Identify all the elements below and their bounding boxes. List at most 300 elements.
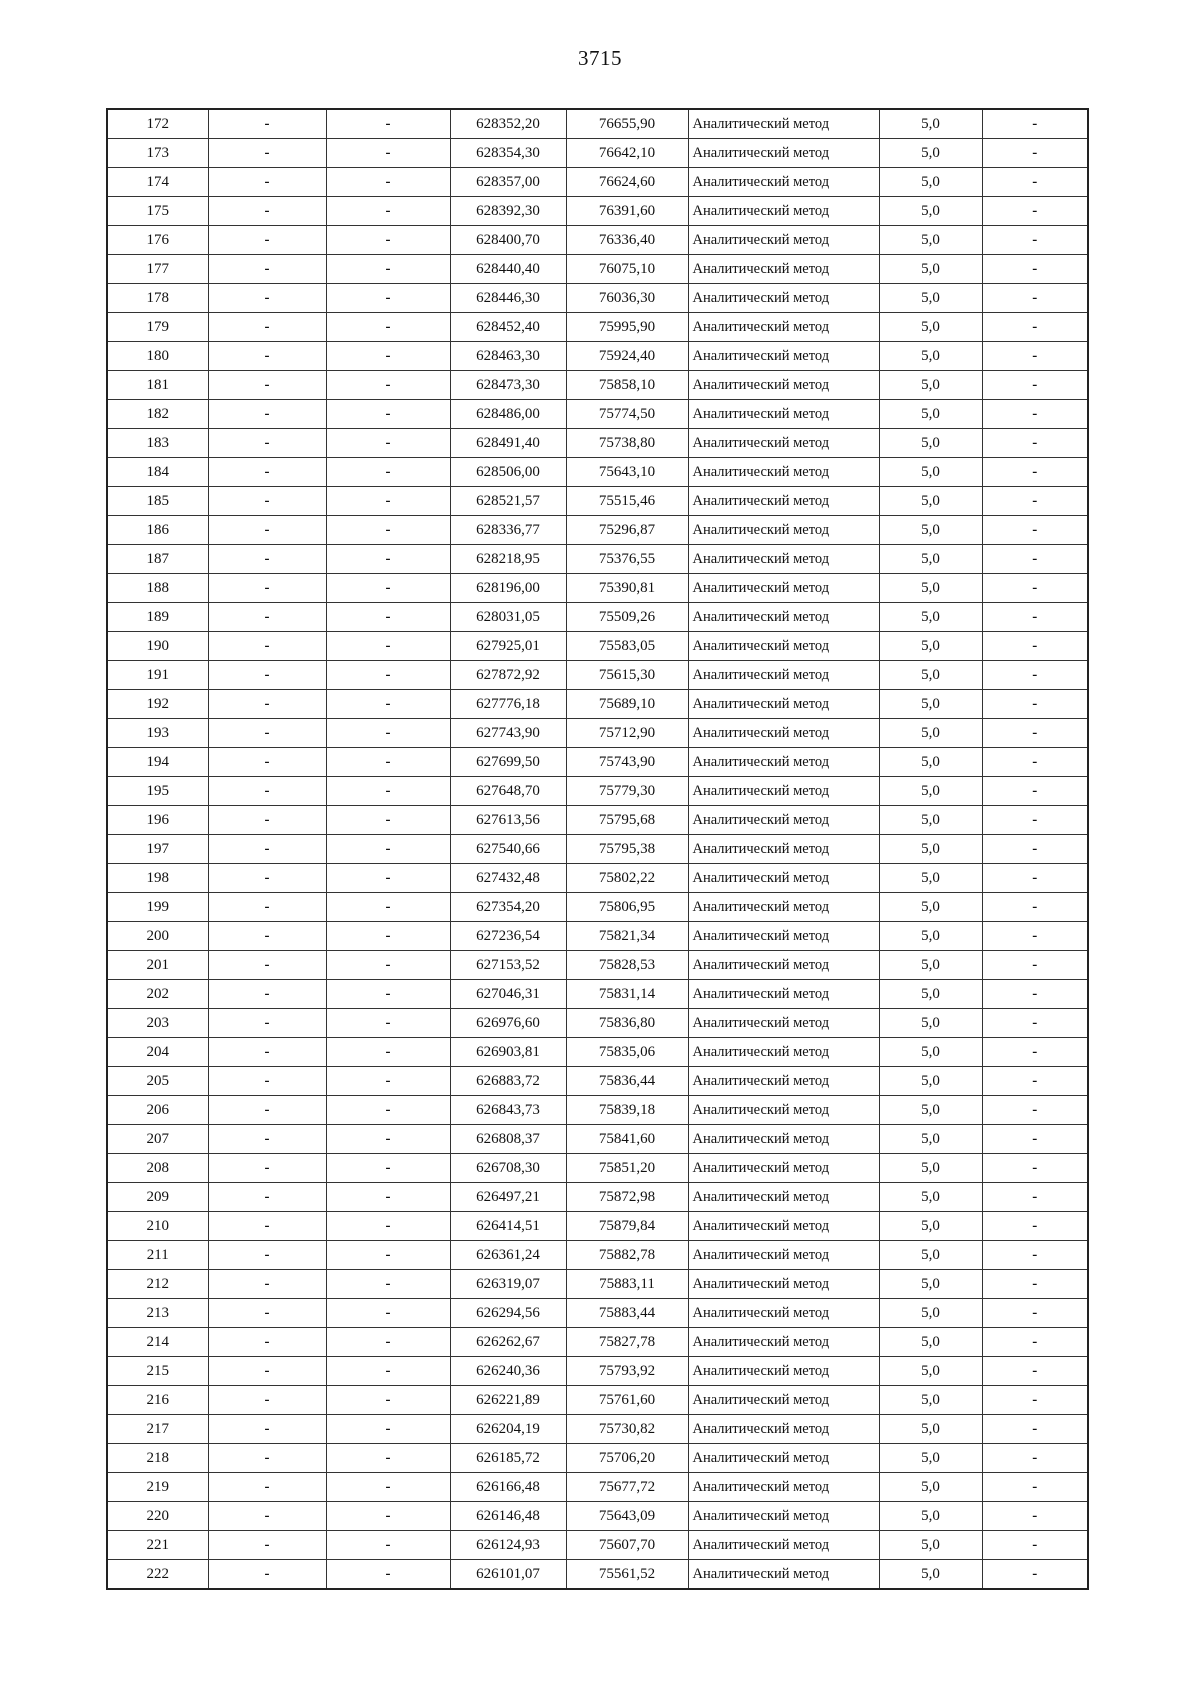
method-cell: Аналитический метод bbox=[688, 1531, 879, 1560]
table-row bbox=[107, 284, 1088, 313]
dash-cell-c: - bbox=[982, 342, 1088, 371]
method-cell: Аналитический метод bbox=[688, 1502, 879, 1531]
dash-cell-a: - bbox=[208, 1154, 326, 1183]
x-coordinate: 626843,73 bbox=[450, 1096, 566, 1125]
dash-cell-c: - bbox=[982, 197, 1088, 226]
dash-cell-c: - bbox=[982, 719, 1088, 748]
dash-cell-b: - bbox=[326, 226, 450, 255]
error-cell: 5,0 bbox=[879, 1531, 982, 1560]
dash-cell-c: - bbox=[982, 1125, 1088, 1154]
x-coordinate: 627776,18 bbox=[450, 690, 566, 719]
x-coordinate: 627872,92 bbox=[450, 661, 566, 690]
method-cell: Аналитический метод bbox=[688, 1299, 879, 1328]
x-coordinate: 628352,20 bbox=[450, 109, 566, 139]
point-number: 187 bbox=[107, 545, 208, 574]
dash-cell-b: - bbox=[326, 835, 450, 864]
dash-cell-b: - bbox=[326, 690, 450, 719]
error-cell: 5,0 bbox=[879, 1299, 982, 1328]
y-coordinate: 75831,14 bbox=[566, 980, 688, 1009]
point-number: 182 bbox=[107, 400, 208, 429]
table-row bbox=[107, 197, 1088, 226]
table-row bbox=[107, 1212, 1088, 1241]
point-number: 210 bbox=[107, 1212, 208, 1241]
dash-cell-b: - bbox=[326, 1038, 450, 1067]
point-number: 191 bbox=[107, 661, 208, 690]
y-coordinate: 75774,50 bbox=[566, 400, 688, 429]
dash-cell-a: - bbox=[208, 1502, 326, 1531]
x-coordinate: 628440,40 bbox=[450, 255, 566, 284]
x-coordinate: 626101,07 bbox=[450, 1560, 566, 1590]
method-cell: Аналитический метод bbox=[688, 487, 879, 516]
x-coordinate: 626262,67 bbox=[450, 1328, 566, 1357]
table-row bbox=[107, 313, 1088, 342]
x-coordinate: 626319,07 bbox=[450, 1270, 566, 1299]
dash-cell-c: - bbox=[982, 835, 1088, 864]
table-row bbox=[107, 1560, 1088, 1590]
x-coordinate: 626497,21 bbox=[450, 1183, 566, 1212]
table-row bbox=[107, 980, 1088, 1009]
table-row bbox=[107, 1183, 1088, 1212]
table-row bbox=[107, 1502, 1088, 1531]
y-coordinate: 75689,10 bbox=[566, 690, 688, 719]
error-cell: 5,0 bbox=[879, 1386, 982, 1415]
method-cell: Аналитический метод bbox=[688, 1067, 879, 1096]
y-coordinate: 75836,44 bbox=[566, 1067, 688, 1096]
dash-cell-c: - bbox=[982, 1357, 1088, 1386]
x-coordinate: 628357,00 bbox=[450, 168, 566, 197]
x-coordinate: 627648,70 bbox=[450, 777, 566, 806]
dash-cell-b: - bbox=[326, 545, 450, 574]
point-number: 178 bbox=[107, 284, 208, 313]
table-row bbox=[107, 748, 1088, 777]
method-cell: Аналитический метод bbox=[688, 1444, 879, 1473]
dash-cell-a: - bbox=[208, 342, 326, 371]
dash-cell-c: - bbox=[982, 893, 1088, 922]
table-row bbox=[107, 632, 1088, 661]
method-cell: Аналитический метод bbox=[688, 255, 879, 284]
dash-cell-a: - bbox=[208, 1183, 326, 1212]
x-coordinate: 626903,81 bbox=[450, 1038, 566, 1067]
table-row bbox=[107, 1328, 1088, 1357]
dash-cell-b: - bbox=[326, 632, 450, 661]
dash-cell-a: - bbox=[208, 429, 326, 458]
dash-cell-a: - bbox=[208, 951, 326, 980]
point-number: 185 bbox=[107, 487, 208, 516]
point-number: 200 bbox=[107, 922, 208, 951]
error-cell: 5,0 bbox=[879, 545, 982, 574]
x-coordinate: 628506,00 bbox=[450, 458, 566, 487]
error-cell: 5,0 bbox=[879, 400, 982, 429]
point-number: 202 bbox=[107, 980, 208, 1009]
dash-cell-c: - bbox=[982, 139, 1088, 168]
method-cell: Аналитический метод bbox=[688, 1386, 879, 1415]
dash-cell-b: - bbox=[326, 255, 450, 284]
dash-cell-c: - bbox=[982, 1328, 1088, 1357]
error-cell: 5,0 bbox=[879, 1444, 982, 1473]
error-cell: 5,0 bbox=[879, 458, 982, 487]
error-cell: 5,0 bbox=[879, 1096, 982, 1125]
point-number: 201 bbox=[107, 951, 208, 980]
x-coordinate: 628491,40 bbox=[450, 429, 566, 458]
point-number: 218 bbox=[107, 1444, 208, 1473]
x-coordinate: 626166,48 bbox=[450, 1473, 566, 1502]
dash-cell-a: - bbox=[208, 980, 326, 1009]
method-cell: Аналитический метод bbox=[688, 516, 879, 545]
dash-cell-b: - bbox=[326, 1328, 450, 1357]
dash-cell-b: - bbox=[326, 139, 450, 168]
dash-cell-b: - bbox=[326, 429, 450, 458]
dash-cell-c: - bbox=[982, 922, 1088, 951]
error-cell: 5,0 bbox=[879, 1125, 982, 1154]
error-cell: 5,0 bbox=[879, 661, 982, 690]
dash-cell-a: - bbox=[208, 1067, 326, 1096]
dash-cell-c: - bbox=[982, 1299, 1088, 1328]
point-number: 219 bbox=[107, 1473, 208, 1502]
error-cell: 5,0 bbox=[879, 342, 982, 371]
x-coordinate: 627743,90 bbox=[450, 719, 566, 748]
table-row bbox=[107, 1473, 1088, 1502]
method-cell: Аналитический метод bbox=[688, 1009, 879, 1038]
method-cell: Аналитический метод bbox=[688, 574, 879, 603]
point-number: 183 bbox=[107, 429, 208, 458]
table-row bbox=[107, 893, 1088, 922]
y-coordinate: 76624,60 bbox=[566, 168, 688, 197]
y-coordinate: 75821,34 bbox=[566, 922, 688, 951]
error-cell: 5,0 bbox=[879, 806, 982, 835]
dash-cell-b: - bbox=[326, 284, 450, 313]
y-coordinate: 75806,95 bbox=[566, 893, 688, 922]
error-cell: 5,0 bbox=[879, 1154, 982, 1183]
table-row bbox=[107, 1009, 1088, 1038]
method-cell: Аналитический метод bbox=[688, 109, 879, 139]
table-row bbox=[107, 661, 1088, 690]
error-cell: 5,0 bbox=[879, 922, 982, 951]
point-number: 212 bbox=[107, 1270, 208, 1299]
error-cell: 5,0 bbox=[879, 1560, 982, 1590]
method-cell: Аналитический метод bbox=[688, 1038, 879, 1067]
dash-cell-c: - bbox=[982, 109, 1088, 139]
point-number: 181 bbox=[107, 371, 208, 400]
y-coordinate: 75793,92 bbox=[566, 1357, 688, 1386]
page-number: 3715 bbox=[578, 46, 622, 70]
dash-cell-a: - bbox=[208, 603, 326, 632]
dash-cell-a: - bbox=[208, 748, 326, 777]
x-coordinate: 626124,93 bbox=[450, 1531, 566, 1560]
y-coordinate: 75995,90 bbox=[566, 313, 688, 342]
dash-cell-b: - bbox=[326, 864, 450, 893]
error-cell: 5,0 bbox=[879, 835, 982, 864]
error-cell: 5,0 bbox=[879, 516, 982, 545]
dash-cell-b: - bbox=[326, 1357, 450, 1386]
table-row bbox=[107, 719, 1088, 748]
y-coordinate: 75779,30 bbox=[566, 777, 688, 806]
method-cell: Аналитический метод bbox=[688, 284, 879, 313]
point-number: 180 bbox=[107, 342, 208, 371]
method-cell: Аналитический метод bbox=[688, 864, 879, 893]
dash-cell-a: - bbox=[208, 1357, 326, 1386]
method-cell: Аналитический метод bbox=[688, 1125, 879, 1154]
dash-cell-b: - bbox=[326, 1125, 450, 1154]
x-coordinate: 628473,30 bbox=[450, 371, 566, 400]
dash-cell-c: - bbox=[982, 661, 1088, 690]
point-number: 206 bbox=[107, 1096, 208, 1125]
error-cell: 5,0 bbox=[879, 690, 982, 719]
dash-cell-b: - bbox=[326, 603, 450, 632]
y-coordinate: 75795,68 bbox=[566, 806, 688, 835]
table-row bbox=[107, 429, 1088, 458]
table-row bbox=[107, 516, 1088, 545]
error-cell: 5,0 bbox=[879, 1183, 982, 1212]
method-cell: Аналитический метод bbox=[688, 429, 879, 458]
y-coordinate: 75828,53 bbox=[566, 951, 688, 980]
y-coordinate: 75296,87 bbox=[566, 516, 688, 545]
y-coordinate: 75835,06 bbox=[566, 1038, 688, 1067]
table-row bbox=[107, 690, 1088, 719]
dash-cell-c: - bbox=[982, 748, 1088, 777]
method-cell: Аналитический метод bbox=[688, 1473, 879, 1502]
dash-cell-b: - bbox=[326, 806, 450, 835]
y-coordinate: 75509,26 bbox=[566, 603, 688, 632]
x-coordinate: 626204,19 bbox=[450, 1415, 566, 1444]
method-cell: Аналитический метод bbox=[688, 371, 879, 400]
dash-cell-a: - bbox=[208, 1096, 326, 1125]
x-coordinate: 628336,77 bbox=[450, 516, 566, 545]
point-number: 176 bbox=[107, 226, 208, 255]
dash-cell-b: - bbox=[326, 487, 450, 516]
x-coordinate: 628486,00 bbox=[450, 400, 566, 429]
table-row bbox=[107, 951, 1088, 980]
x-coordinate: 627613,56 bbox=[450, 806, 566, 835]
dash-cell-c: - bbox=[982, 1009, 1088, 1038]
y-coordinate: 75802,22 bbox=[566, 864, 688, 893]
error-cell: 5,0 bbox=[879, 893, 982, 922]
error-cell: 5,0 bbox=[879, 1009, 982, 1038]
table-body bbox=[107, 109, 1088, 1589]
table-row bbox=[107, 545, 1088, 574]
method-cell: Аналитический метод bbox=[688, 835, 879, 864]
dash-cell-a: - bbox=[208, 226, 326, 255]
dash-cell-b: - bbox=[326, 1212, 450, 1241]
point-number: 198 bbox=[107, 864, 208, 893]
point-number: 172 bbox=[107, 109, 208, 139]
table-row bbox=[107, 806, 1088, 835]
error-cell: 5,0 bbox=[879, 1328, 982, 1357]
dash-cell-c: - bbox=[982, 690, 1088, 719]
table-row bbox=[107, 168, 1088, 197]
point-number: 203 bbox=[107, 1009, 208, 1038]
method-cell: Аналитический метод bbox=[688, 226, 879, 255]
error-cell: 5,0 bbox=[879, 777, 982, 806]
table-row bbox=[107, 1444, 1088, 1473]
dash-cell-c: - bbox=[982, 632, 1088, 661]
method-cell: Аналитический метод bbox=[688, 632, 879, 661]
method-cell: Аналитический метод bbox=[688, 1096, 879, 1125]
dash-cell-c: - bbox=[982, 806, 1088, 835]
y-coordinate: 75883,11 bbox=[566, 1270, 688, 1299]
dash-cell-a: - bbox=[208, 313, 326, 342]
table-row bbox=[107, 255, 1088, 284]
point-number: 189 bbox=[107, 603, 208, 632]
y-coordinate: 76391,60 bbox=[566, 197, 688, 226]
dash-cell-b: - bbox=[326, 893, 450, 922]
table-row bbox=[107, 458, 1088, 487]
coordinates-table bbox=[106, 108, 1089, 1590]
point-number: 186 bbox=[107, 516, 208, 545]
dash-cell-a: - bbox=[208, 1009, 326, 1038]
table-row bbox=[107, 864, 1088, 893]
method-cell: Аналитический метод bbox=[688, 893, 879, 922]
error-cell: 5,0 bbox=[879, 1270, 982, 1299]
dash-cell-c: - bbox=[982, 777, 1088, 806]
dash-cell-b: - bbox=[326, 168, 450, 197]
error-cell: 5,0 bbox=[879, 168, 982, 197]
dash-cell-c: - bbox=[982, 951, 1088, 980]
dash-cell-b: - bbox=[326, 1415, 450, 1444]
error-cell: 5,0 bbox=[879, 371, 982, 400]
y-coordinate: 76075,10 bbox=[566, 255, 688, 284]
point-number: 207 bbox=[107, 1125, 208, 1154]
dash-cell-c: - bbox=[982, 1270, 1088, 1299]
x-coordinate: 628452,40 bbox=[450, 313, 566, 342]
error-cell: 5,0 bbox=[879, 487, 982, 516]
table-row bbox=[107, 1038, 1088, 1067]
point-number: 216 bbox=[107, 1386, 208, 1415]
dash-cell-a: - bbox=[208, 1125, 326, 1154]
method-cell: Аналитический метод bbox=[688, 342, 879, 371]
dash-cell-a: - bbox=[208, 777, 326, 806]
dash-cell-c: - bbox=[982, 1386, 1088, 1415]
dash-cell-c: - bbox=[982, 516, 1088, 545]
dash-cell-c: - bbox=[982, 1502, 1088, 1531]
dash-cell-b: - bbox=[326, 371, 450, 400]
dash-cell-a: - bbox=[208, 835, 326, 864]
point-number: 173 bbox=[107, 139, 208, 168]
point-number: 188 bbox=[107, 574, 208, 603]
table-row bbox=[107, 835, 1088, 864]
y-coordinate: 75712,90 bbox=[566, 719, 688, 748]
dash-cell-c: - bbox=[982, 284, 1088, 313]
y-coordinate: 76642,10 bbox=[566, 139, 688, 168]
error-cell: 5,0 bbox=[879, 429, 982, 458]
dash-cell-b: - bbox=[326, 1502, 450, 1531]
dash-cell-c: - bbox=[982, 1444, 1088, 1473]
table-row bbox=[107, 1270, 1088, 1299]
dash-cell-a: - bbox=[208, 1038, 326, 1067]
dash-cell-b: - bbox=[326, 1067, 450, 1096]
dash-cell-b: - bbox=[326, 951, 450, 980]
y-coordinate: 75839,18 bbox=[566, 1096, 688, 1125]
x-coordinate: 627432,48 bbox=[450, 864, 566, 893]
x-coordinate: 628218,95 bbox=[450, 545, 566, 574]
dash-cell-c: - bbox=[982, 1560, 1088, 1590]
method-cell: Аналитический метод bbox=[688, 690, 879, 719]
error-cell: 5,0 bbox=[879, 313, 982, 342]
method-cell: Аналитический метод bbox=[688, 1357, 879, 1386]
dash-cell-a: - bbox=[208, 1270, 326, 1299]
method-cell: Аналитический метод bbox=[688, 922, 879, 951]
y-coordinate: 75872,98 bbox=[566, 1183, 688, 1212]
dash-cell-c: - bbox=[982, 313, 1088, 342]
method-cell: Аналитический метод bbox=[688, 1212, 879, 1241]
x-coordinate: 627925,01 bbox=[450, 632, 566, 661]
y-coordinate: 75761,60 bbox=[566, 1386, 688, 1415]
y-coordinate: 75882,78 bbox=[566, 1241, 688, 1270]
dash-cell-c: - bbox=[982, 1067, 1088, 1096]
method-cell: Аналитический метод bbox=[688, 139, 879, 168]
x-coordinate: 626708,30 bbox=[450, 1154, 566, 1183]
error-cell: 5,0 bbox=[879, 951, 982, 980]
method-cell: Аналитический метод bbox=[688, 951, 879, 980]
error-cell: 5,0 bbox=[879, 1357, 982, 1386]
y-coordinate: 75607,70 bbox=[566, 1531, 688, 1560]
y-coordinate: 75561,52 bbox=[566, 1560, 688, 1590]
y-coordinate: 75730,82 bbox=[566, 1415, 688, 1444]
dash-cell-a: - bbox=[208, 574, 326, 603]
table-row bbox=[107, 1067, 1088, 1096]
x-coordinate: 628446,30 bbox=[450, 284, 566, 313]
x-coordinate: 626221,89 bbox=[450, 1386, 566, 1415]
dash-cell-a: - bbox=[208, 690, 326, 719]
dash-cell-a: - bbox=[208, 1212, 326, 1241]
dash-cell-b: - bbox=[326, 1444, 450, 1473]
x-coordinate: 626361,24 bbox=[450, 1241, 566, 1270]
y-coordinate: 75615,30 bbox=[566, 661, 688, 690]
point-number: 190 bbox=[107, 632, 208, 661]
dash-cell-a: - bbox=[208, 1299, 326, 1328]
method-cell: Аналитический метод bbox=[688, 719, 879, 748]
method-cell: Аналитический метод bbox=[688, 1241, 879, 1270]
dash-cell-a: - bbox=[208, 1531, 326, 1560]
method-cell: Аналитический метод bbox=[688, 400, 879, 429]
dash-cell-c: - bbox=[982, 487, 1088, 516]
dash-cell-a: - bbox=[208, 1241, 326, 1270]
point-number: 177 bbox=[107, 255, 208, 284]
error-cell: 5,0 bbox=[879, 719, 982, 748]
x-coordinate: 627699,50 bbox=[450, 748, 566, 777]
error-cell: 5,0 bbox=[879, 574, 982, 603]
point-number: 215 bbox=[107, 1357, 208, 1386]
y-coordinate: 75851,20 bbox=[566, 1154, 688, 1183]
point-number: 192 bbox=[107, 690, 208, 719]
dash-cell-c: - bbox=[982, 980, 1088, 1009]
y-coordinate: 75883,44 bbox=[566, 1299, 688, 1328]
table-row bbox=[107, 574, 1088, 603]
y-coordinate: 75738,80 bbox=[566, 429, 688, 458]
error-cell: 5,0 bbox=[879, 284, 982, 313]
x-coordinate: 627540,66 bbox=[450, 835, 566, 864]
dash-cell-a: - bbox=[208, 139, 326, 168]
x-coordinate: 628392,30 bbox=[450, 197, 566, 226]
method-cell: Аналитический метод bbox=[688, 458, 879, 487]
x-coordinate: 626808,37 bbox=[450, 1125, 566, 1154]
point-number: 174 bbox=[107, 168, 208, 197]
dash-cell-b: - bbox=[326, 661, 450, 690]
dash-cell-a: - bbox=[208, 893, 326, 922]
dash-cell-a: - bbox=[208, 1386, 326, 1415]
dash-cell-b: - bbox=[326, 1531, 450, 1560]
point-number: 184 bbox=[107, 458, 208, 487]
y-coordinate: 76336,40 bbox=[566, 226, 688, 255]
x-coordinate: 628400,70 bbox=[450, 226, 566, 255]
error-cell: 5,0 bbox=[879, 632, 982, 661]
point-number: 217 bbox=[107, 1415, 208, 1444]
y-coordinate: 75515,46 bbox=[566, 487, 688, 516]
point-number: 213 bbox=[107, 1299, 208, 1328]
table-row bbox=[107, 400, 1088, 429]
dash-cell-c: - bbox=[982, 1415, 1088, 1444]
dash-cell-a: - bbox=[208, 864, 326, 893]
error-cell: 5,0 bbox=[879, 1241, 982, 1270]
